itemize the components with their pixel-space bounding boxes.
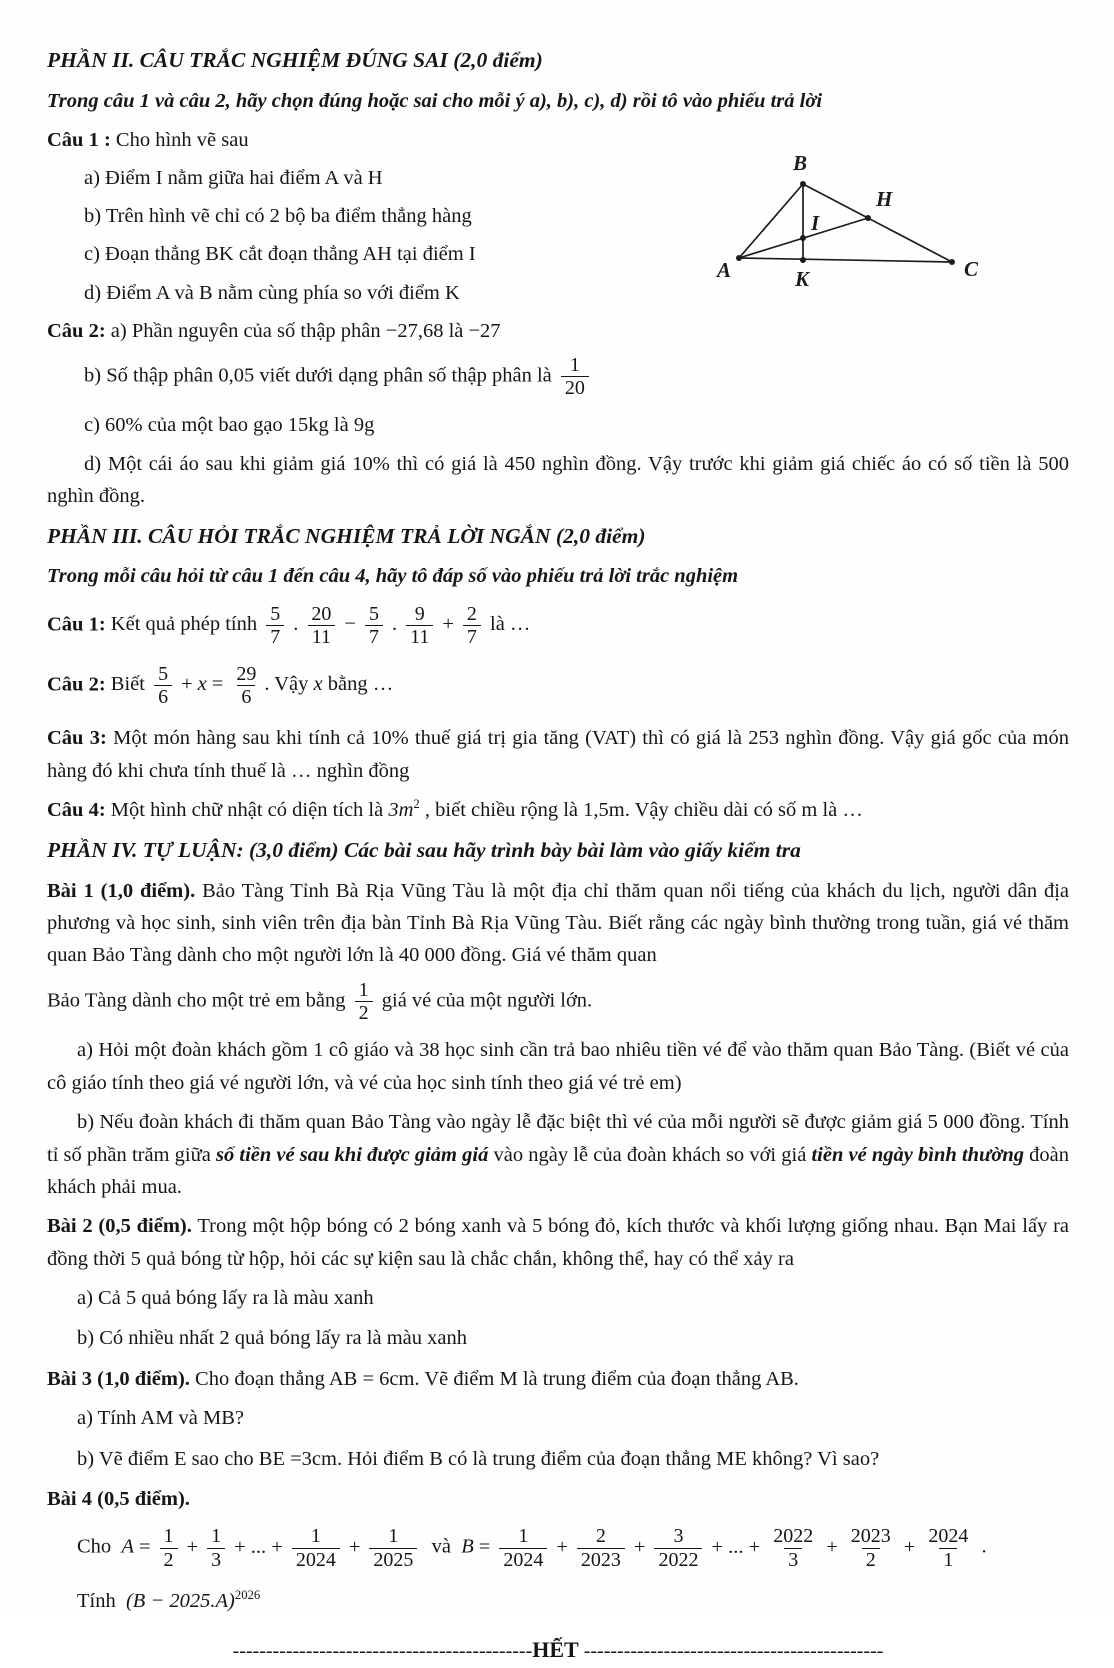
part3-q3-label: Câu 3: <box>47 727 107 750</box>
part2-q2-item-d: d) Một cái áo sau khi giảm giá 10% thì có giá là 450 nghìn đồng. Vậy trước khi giảm giá chiếc áo có số tiền là 500 nghìn đồng. <box>47 452 1069 508</box>
part4-b4-label: Bài 4 (0,5 điểm). <box>47 1487 190 1510</box>
fraction: $\frac{20}{11}$ <box>307 603 335 649</box>
part3-heading: PHẦN III. CÂU HỎI TRẮC NGHIỆM TRẢ LỜI NGẮN (2,0 điểm) <box>47 523 646 548</box>
part4-heading: PHẦN IV. TỰ LUẬN: (3,0 điểm) Các bài sau hãy trình bày bài làm vào giấy kiểm tra <box>47 837 801 862</box>
part4-b3-item-b: b) Vẽ điểm E sao cho BE =3cm. Hỏi điểm B có là trung điểm của đoạn thẳng ME không? Vì sao? <box>77 1447 880 1470</box>
label-K: K <box>795 267 810 291</box>
fraction: $\frac{1}{2}$ <box>160 1525 178 1571</box>
part3-instruction: Trong mỗi câu hỏi từ câu 1 đến câu 4, hãy tô đáp số vào phiếu trả lời trắc nghiệm <box>47 565 739 588</box>
segment-AC <box>739 258 952 262</box>
math-operator: + ... + <box>234 1535 283 1558</box>
part2-q2-label: Câu 2: <box>47 320 106 343</box>
fraction: $\frac{2023}{2}$ <box>850 1525 891 1571</box>
fraction: $\frac{1}{2024}$ <box>292 1525 340 1571</box>
point-A <box>736 255 742 261</box>
part4-b1-b-bold1: số tiền vé sau khi được giảm giá <box>215 1143 489 1166</box>
part4-b3-label: Bài 3 (1,0 điểm). <box>47 1367 190 1390</box>
part4-b1-paragraph <box>47 875 1069 972</box>
part2-q2-item-a: a) Phần nguyên của số thập phân −27,68 là −27 <box>110 320 501 343</box>
fraction: $\frac{1}{2025}$ <box>369 1525 417 1571</box>
formula-text: giá vé của một người lớn. <box>376 989 593 1012</box>
formula-text: Cho <box>77 1535 122 1558</box>
label-H: H <box>876 187 893 211</box>
math-variable: B <box>461 1535 474 1558</box>
math-operator: . <box>391 613 398 636</box>
formula-text: Bảo Tàng dành cho một trẻ em bằng <box>47 989 351 1012</box>
fraction: $\frac{1}{3}$ <box>207 1525 225 1571</box>
superscript: 2026 <box>234 1588 261 1603</box>
math-operator: = <box>478 1535 491 1558</box>
math-operator: + <box>186 1535 199 1558</box>
part3-q1 <box>47 603 1069 649</box>
superscript: 2 <box>413 797 420 812</box>
math-variable: 3m <box>388 799 414 822</box>
part3-q3-text: Một món hàng sau khi tính cả 10% thuế giá trị gia tăng (VAT) thì có giá là 253 nghìn đồng. Vậy giá gốc của món hàng đó khi chưa tính thuế là … nghìn đồng <box>47 727 1070 782</box>
list-item: a) Điểm I nằm giữa hai điểm A và H <box>84 166 383 189</box>
math-variable: x <box>313 673 323 696</box>
part3-q4 <box>47 794 1069 826</box>
part3-q2 <box>47 663 1069 709</box>
part4-b1-item-b <box>47 1106 1069 1203</box>
label-B: B <box>793 151 808 175</box>
part3-q2-formula <box>110 662 394 709</box>
part2-q2-item-c: c) 60% của một bao gạo 15kg là 9g <box>84 414 375 437</box>
part4-b1-label: Bài 1 (1,0 điểm). <box>47 879 196 902</box>
formula-text: b) Số thập phân 0,05 viết dưới dạng phân số thập phân là <box>84 364 557 387</box>
label-C: C <box>964 257 979 281</box>
fraction: $\frac{1}{20}$ <box>561 354 589 400</box>
math-operator: + <box>903 1535 916 1558</box>
point-I <box>800 235 806 241</box>
part3-q1-formula <box>110 602 531 649</box>
math-operator: + <box>826 1535 838 1558</box>
fraction: $\frac{2022}{3}$ <box>773 1525 814 1571</box>
part2-heading: PHẦN II. CÂU TRẮC NGHIỆM ĐÚNG SAI (2,0 điểm) <box>47 48 543 72</box>
math-operator: . <box>293 613 299 636</box>
end-divider <box>47 1633 1069 1668</box>
part4-b2-item-a: a) Cả 5 quả bóng lấy ra là màu xanh <box>77 1287 374 1310</box>
formula-text: Kết quả phép tính <box>110 613 263 636</box>
triangle-figure <box>670 140 1000 298</box>
fraction: $\frac{5}{7}$ <box>266 603 284 649</box>
math-operator: − <box>344 613 356 636</box>
part4-b2-item-b: b) Có nhiều nhất 2 quả bóng lấy ra là màu xanh <box>77 1327 467 1350</box>
part4-b1-b-bold2: tiền vé ngày bình thường <box>811 1143 1024 1166</box>
fraction: $\frac{9}{11}$ <box>406 603 433 649</box>
divider-dashes-right: --------------------------------------------- <box>583 1640 884 1663</box>
part2-q2-item-b <box>84 354 1069 400</box>
point-H <box>865 215 871 221</box>
part2-q1-label: Câu 1 : <box>47 129 111 152</box>
segment-AB <box>739 184 803 258</box>
part2-q1-text: Cho hình vẽ sau <box>115 129 249 152</box>
fraction: $\frac{5}{6}$ <box>154 663 172 709</box>
part4-b2-label: Bài 2 (0,5 điểm). <box>47 1215 192 1238</box>
math-operator: = <box>138 1535 151 1558</box>
formula-text: , biết chiều rộng là 1,5m. Vậy chiều dài có số m là … <box>419 799 863 822</box>
part4-b1-text: Bảo Tàng Tỉnh Bà Rịa Vũng Tàu là một địa chỉ thăm quan nổi tiếng của khách du lịch, người dân địa phương và học sinh, sinh viên trên địa bàn Tỉnh Bà Rịa Vũng Tàu. Biết rằng các ngày bình thường trong tuần, giá vé thăm quan Bảo Tàng dành cho một người lớn là 40 000 đồng. Giá vé thăm quan <box>47 879 1070 967</box>
part4-b1-fraction-line <box>47 979 1069 1025</box>
math-variable: x <box>197 673 207 696</box>
part4-b2-text: Trong một hộp bóng có 2 bóng xanh và 5 bóng đỏ, kích thước và khối lượng giống nhau. Bạn Mai lấy ra đồng thời 5 quả bóng từ hộp, hỏi các sự kiện sau là chắc chắn, không thể, hay có thể xảy ra <box>47 1215 1070 1270</box>
fraction: $\frac{2024}{1}$ <box>928 1525 969 1571</box>
fraction: $\frac{1}{2024}$ <box>499 1525 547 1571</box>
label-I: I <box>811 211 820 235</box>
math-operator: + <box>181 673 193 696</box>
formula-text: là … <box>484 613 531 636</box>
list-item: d) Điểm A và B nằm cùng phía so với điểm K <box>84 281 460 304</box>
fraction: $\frac{2}{2023}$ <box>577 1525 625 1571</box>
fraction: $\frac{1}{2}$ <box>355 979 373 1025</box>
part4-b3-item-a: a) Tính AM và MB? <box>77 1407 245 1430</box>
part4-b3-paragraph <box>47 1363 1069 1395</box>
math-operator: + ... + <box>711 1535 761 1558</box>
math-variable: A <box>121 1535 134 1558</box>
part3-q3 <box>47 722 1069 787</box>
part3-q4-label: Câu 4: <box>47 799 106 822</box>
part4-b3-text: Cho đoạn thẳng AB = 6cm. Vẽ điểm M là trung điểm của đoạn thẳng AB. <box>195 1367 799 1390</box>
part3-q2-label: Câu 2: <box>47 673 106 696</box>
part4-b1-b-seg2: vào ngày lễ của đoàn khách so với giá <box>488 1143 812 1166</box>
part2-q2a-line <box>47 315 1069 347</box>
divider-dashes-left: --------------------------------------------- <box>232 1640 533 1663</box>
math-operator: + <box>442 613 454 636</box>
part4-b4-formula <box>77 1525 1069 1571</box>
part4-b1-b-seg3: đoàn khách phải mua. <box>47 1143 1069 1198</box>
formula-text: . <box>976 1535 987 1558</box>
part4-b2-paragraph <box>47 1210 1069 1275</box>
label-A: A <box>717 258 732 282</box>
end-label: HẾT <box>532 1637 579 1663</box>
math-operator: + <box>633 1535 646 1558</box>
triangle-figure-svg <box>670 140 1000 298</box>
fraction: $\frac{5}{7}$ <box>365 603 383 649</box>
fraction: $\frac{29}{6}$ <box>236 662 257 709</box>
part4-b4-tinh <box>77 1585 1069 1617</box>
formula-text: . Vậy <box>264 673 314 696</box>
formula-text: Tính <box>77 1590 126 1613</box>
formula-text: Một hình chữ nhật có diện tích là <box>110 799 389 822</box>
list-item: b) Trên hình vẽ chỉ có 2 bộ ba điểm thẳng hàng <box>84 205 472 228</box>
part4-b1-item-a: a) Hỏi một đoàn khách gồm 1 cô giáo và 38 học sinh cần trả bao nhiêu tiền vé để vào thăm quan Bảo Tàng. (Biết vé của cô giáo tính theo giá vé người lớn, và vé của học sinh tính theo giá vé trẻ em) <box>47 1039 1069 1094</box>
math-variable: (B − 2025.A) <box>125 1590 235 1613</box>
fraction: $\frac{2}{7}$ <box>463 603 481 649</box>
part3-q1-label: Câu 1: <box>47 613 106 636</box>
point-C <box>949 259 955 265</box>
formula-text: Biết <box>110 673 151 696</box>
fraction: $\frac{3}{2022}$ <box>654 1525 702 1571</box>
math-operator: + <box>348 1535 361 1558</box>
formula-text: và <box>421 1535 462 1558</box>
point-K <box>800 257 806 263</box>
part4-b1-b-seg1: b) Nếu đoàn khách đi thăm quan Bảo Tàng vào ngày lễ đặc biệt thì vé của mỗi người sẽ được giảm giá 5 000 đồng. Tính tỉ số phần trăm giữa <box>47 1111 1069 1166</box>
part2-instruction: Trong câu 1 và câu 2, hãy chọn đúng hoặc sai cho mỗi ý a), b), c), d) rồi tô vào phiếu trả lời <box>47 89 823 112</box>
part3-q4-formula <box>111 799 863 821</box>
math-operator: = <box>211 673 224 696</box>
point-B <box>800 181 806 187</box>
formula-text: bằng … <box>322 673 394 696</box>
math-operator: + <box>556 1535 568 1558</box>
list-item: c) Đoạn thẳng BK cắt đoạn thẳng AH tại điểm I <box>84 243 476 266</box>
